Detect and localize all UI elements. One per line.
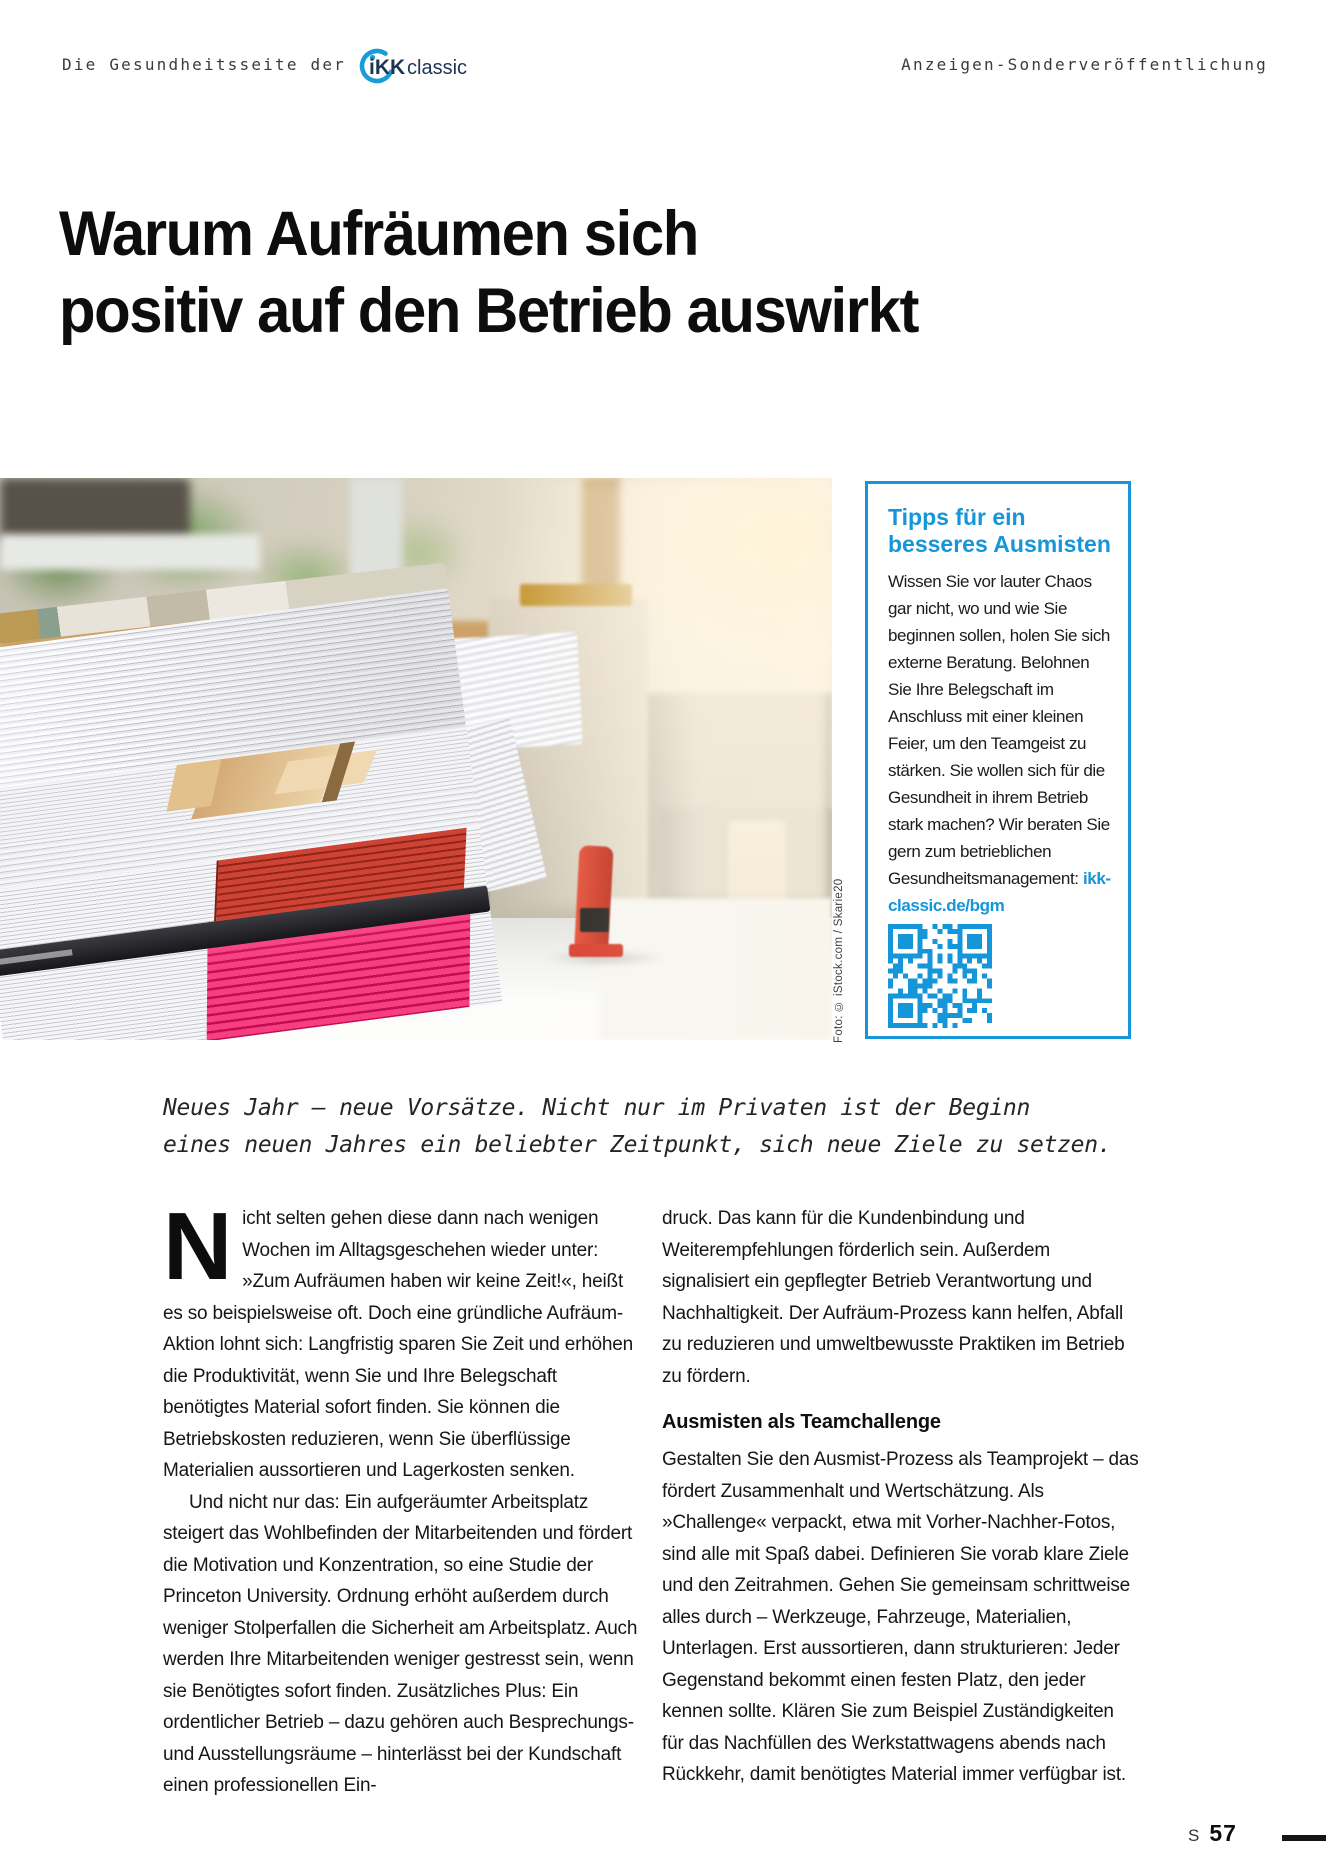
stapler-base — [569, 944, 623, 957]
headline-line-2: positiv auf den Betrieb auswirkt — [59, 276, 918, 346]
paragraph — [163, 1193, 640, 1487]
photo-credit: Foto: © iStock.com / Skarie20 — [833, 878, 845, 1043]
column-right — [662, 1203, 1139, 1802]
paragraph: druck. Das kann für die Kundenbindung und Weiterempfehlungen förderlich sein. Außerdem signalisiert ein gepflegter Betrieb Verantwortung und Nachhaltigkeit. Der Aufräum-Prozess kann helfen, Abfall zu reduzieren und umweltbewusste Praktiken im Betrieb zu fördern. — [662, 1208, 1125, 1387]
tip-box-title: Tipps für ein besseres Ausmisten — [888, 504, 1111, 557]
stapler-mouth — [580, 908, 609, 932]
article-photo — [0, 478, 832, 1040]
binder-clip-shine — [0, 949, 73, 965]
intro-line-1: Neues Jahr – neue Vorsätze. Nicht nur im Privaten ist der Beginn — [163, 1095, 1031, 1121]
page-title — [59, 196, 918, 350]
logo-wordmark-ikk: iKK — [369, 56, 406, 79]
masthead — [62, 38, 1268, 90]
tip-box-link[interactable]: ikk-classic.de/bgm — [888, 869, 1111, 915]
article-columns — [163, 1193, 1139, 1802]
qr-code — [888, 924, 992, 1028]
masthead-right-label: Anzeigen-Sonderveröffentlichung — [901, 54, 1268, 74]
intro-line-2: eines neuen Jahres ein beliebter Zeitpunkt, sich neue Ziele zu setzen. — [163, 1132, 1112, 1158]
photo-window-beam — [0, 478, 190, 542]
photo-paper-stack — [0, 558, 503, 1040]
page-number-prefix: S — [1188, 1826, 1201, 1845]
footer-rule — [1282, 1835, 1326, 1841]
headline-line-1: Warum Aufräumen sich — [59, 199, 698, 269]
intro-standfirst — [163, 1090, 1111, 1164]
masthead-left-label: Die Gesundheitsseite der — [62, 54, 346, 74]
masthead-left — [62, 43, 490, 85]
logo-wordmark-classic: classic — [407, 57, 468, 79]
tip-box — [865, 481, 1131, 1039]
ikk-classic-logo — [358, 43, 490, 85]
photo-desk-right — [600, 898, 832, 1040]
photo-stapler — [565, 846, 627, 960]
tip-box-text: Wissen Sie vor lauter Chaos gar nicht, wo und wie Sie beginnen sollen, holen Sie sich externe Beratung. Belohnen Sie Ihre Belegschaft im Anschluss mit einer kleinen Feier, um den Teamgeist zu stärken. Sie wollen sich für die Gesundheit in ihrem Betrieb stark machen? Wir beraten Sie gern zum betrieblichen Gesundheitsmanagement: — [888, 572, 1110, 888]
subheading: Ausmisten als Teamchallenge — [662, 1411, 941, 1433]
tip-box-body — [888, 568, 1112, 919]
page-number-value: 57 — [1209, 1820, 1237, 1846]
paragraph-text: icht selten gehen diese dann nach wenigen Wochen im Alltagsgeschehen wieder unter: »Zum Aufräumen haben wir keine Zeit!«, heißt es so beispielsweise oft. Doch eine gründliche Aufräum-Aktion lohnt sich: Langfristig sparen Sie Zeit und erhöhen die Produktivität, wenn Sie und Ihre Belegschaft benötigtes Material sofort finden. Sie können die Betriebskosten reduzieren, wenn Sie überflüssige Materialien aussortieren und Lagerkosten senken. — [163, 1208, 634, 1481]
photo-window-sill — [0, 534, 260, 570]
page-number — [1188, 1820, 1237, 1847]
drop-cap: N — [163, 1193, 233, 1300]
column-left — [163, 1193, 640, 1802]
paragraph: Und nicht nur das: Ein aufgeräumter Arbeitsplatz steigert das Wohlbefinden der Mitarbeitenden und fördert die Motivation und Konzentration, so eine Studie der Princeton University. Ordnung erhöht außerdem durch weniger Stolperfallen die Sicherheit am Arbeitsplatz. Auch werden Ihre Mitarbeitenden weniger gestresst sein, wenn sie Benötigtes sofort finden. Zusätzliches Plus: Ein ordentlicher Betrieb – dazu gehören auch Besprechungs- und Ausstellungsräume – hinterlässt bei der Kundschaft einen professionellen Ein- — [163, 1491, 638, 1796]
paragraph: Gestalten Sie den Ausmist-Prozess als Teamprojekt – das fördert Zusammenhalt und Wertschätzung. Als »Challenge« verpackt, etwa mit Vorher-Nachher-Fotos, sind alle mit Spaß dabei. Definieren Sie vorab klare Ziele und den Zeitrahmen. Gehen Sie gemeinsam schrittweise alles durch – Werkzeuge, Fahrzeuge, Materialien, Unterlagen. Erst aussortieren, dann strukturieren: Jeder Gegenstand bekommt einen festen Platz, den jeder kennen sollte. Klären Sie zum Beispiel Zuständigkeiten für das Nachfüllen des Werkstattwagens abends nach Rückkehr, damit benötigtes Material immer verfügbar ist. — [662, 1449, 1139, 1785]
